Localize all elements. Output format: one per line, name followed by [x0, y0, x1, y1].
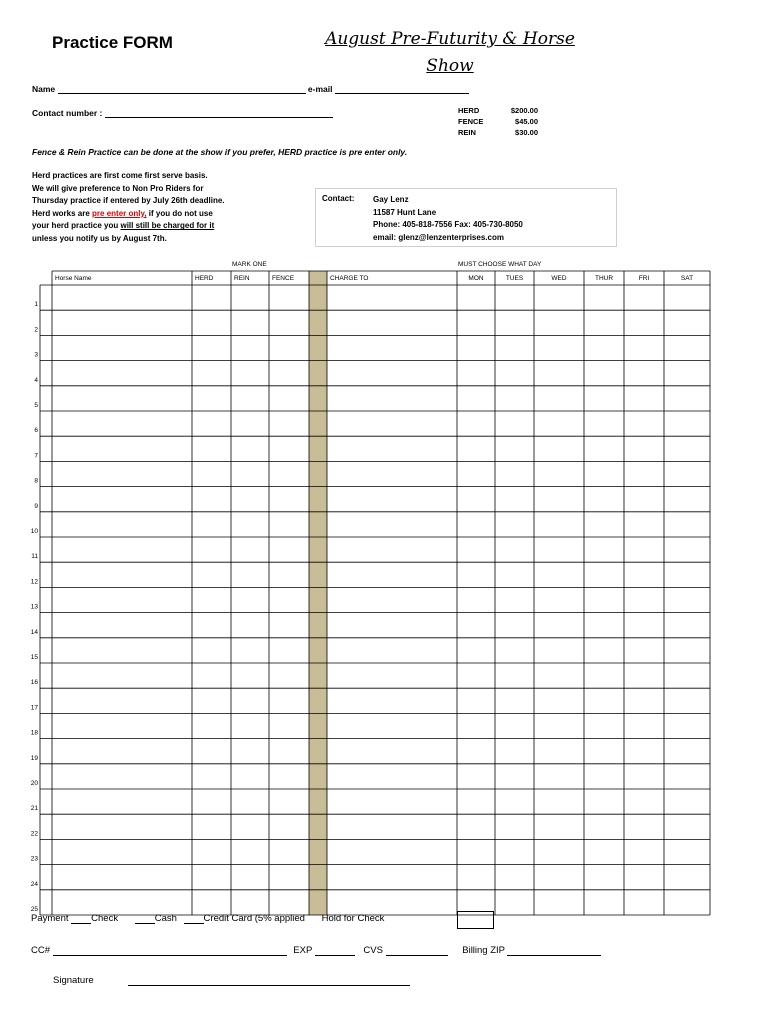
row-number: 19 — [30, 754, 38, 762]
row-number: 8 — [34, 477, 38, 485]
contact-name: Gay Lenz — [373, 195, 409, 204]
contact-email[interactable]: email: glenz@lenzenterprises.com — [373, 232, 504, 242]
signature-label: Signature — [53, 975, 94, 986]
name-label: Name — [32, 84, 56, 94]
column-header: SAT — [680, 275, 694, 282]
row-number: 21 — [30, 805, 38, 813]
cc-field[interactable] — [53, 946, 287, 956]
cash-field[interactable] — [135, 914, 155, 924]
row-number: 6 — [34, 427, 38, 435]
fee-rein: REIN $30.00 — [458, 128, 538, 137]
row-number: 2 — [34, 326, 38, 334]
row-number: 9 — [34, 502, 38, 510]
row-number: 13 — [30, 603, 38, 611]
check-field[interactable] — [71, 914, 91, 924]
card-row — [31, 945, 601, 956]
exp-field[interactable] — [315, 946, 355, 956]
check-label: Check — [91, 913, 119, 924]
row-number: 20 — [30, 780, 38, 787]
contact-phone: Phone: 405-818-7556 Fax: 405-730-8050 — [373, 220, 523, 229]
credit-field[interactable] — [184, 914, 204, 924]
page-title: Practice FORM — [52, 33, 173, 52]
column-header: WED — [551, 275, 567, 282]
row-number: 18 — [30, 729, 38, 737]
contact-label: Contact: — [322, 194, 355, 203]
row-number: 16 — [30, 679, 38, 687]
practice-note: Fence & Rein Practice can be done at the show if you prefer, HERD practice is pre enter only. — [32, 147, 408, 157]
row-number: 4 — [34, 376, 38, 384]
hold-label: Hold for Check — [321, 913, 385, 924]
column-header: REIN — [234, 275, 250, 282]
fee-fence: FENCE $45.00 — [458, 117, 538, 126]
row-number: 14 — [30, 628, 38, 636]
signature-field[interactable] — [128, 976, 410, 986]
column-header: TUES — [505, 275, 524, 282]
mark-one-label: MARK ONE — [232, 261, 267, 268]
payment-row — [31, 913, 384, 924]
column-header: CHARGE TO — [330, 275, 369, 282]
signature-row — [53, 975, 410, 986]
billing-zip-field[interactable] — [507, 946, 601, 956]
row-number: 24 — [30, 880, 38, 888]
column-header: HERD — [195, 275, 214, 282]
separator-column — [309, 271, 327, 915]
column-header: FRI — [638, 275, 650, 282]
credit-label: Credit Card (5% applied — [203, 913, 305, 924]
row-number: 7 — [34, 452, 38, 460]
cc-label: CC# — [31, 945, 51, 956]
column-header: THUR — [594, 275, 614, 282]
column-header: FENCE — [272, 275, 295, 282]
contact-address: 11587 Hunt Lane — [373, 207, 437, 217]
column-header: MON — [468, 275, 484, 282]
row-number: 22 — [30, 830, 38, 838]
row-number: 10 — [30, 528, 38, 535]
must-choose-label: MUST CHOOSE WHAT DAY — [458, 261, 542, 268]
billing-zip-label: Billing ZIP — [462, 945, 505, 956]
event-title: August Pre-Futurity & Horse Show — [325, 29, 575, 76]
fee-herd: HERD $200.00 — [458, 106, 538, 115]
row-number: 12 — [30, 578, 38, 586]
cvs-field[interactable] — [386, 946, 448, 956]
exp-label: EXP — [293, 945, 313, 956]
row-number: 5 — [34, 402, 38, 409]
row-number: 17 — [30, 704, 38, 712]
policy-text: Herd practices are first come first serve basis. We will give preference to Non Pro Riders for Thursday practice if entered by July 26th deadline. Herd works are pre enter only, if you do not use your herd practice you will still be charged for it unless you notify us by August 7th. — [32, 171, 225, 243]
email-label: e-mail — [307, 84, 333, 94]
column-header: Horse Name — [55, 275, 92, 282]
contact-number-label: Contact number : — [32, 108, 103, 118]
row-number: 25 — [30, 906, 38, 913]
payment-label: Payment — [31, 913, 69, 924]
row-number: 3 — [34, 351, 38, 359]
row-number: 23 — [30, 855, 38, 863]
row-number: 1 — [34, 301, 38, 309]
cash-label: Cash — [154, 913, 177, 924]
cvs-label: CVS — [363, 945, 383, 956]
row-number: 11 — [31, 553, 38, 561]
row-number: 15 — [30, 654, 38, 661]
hold-check-box[interactable] — [457, 911, 494, 929]
